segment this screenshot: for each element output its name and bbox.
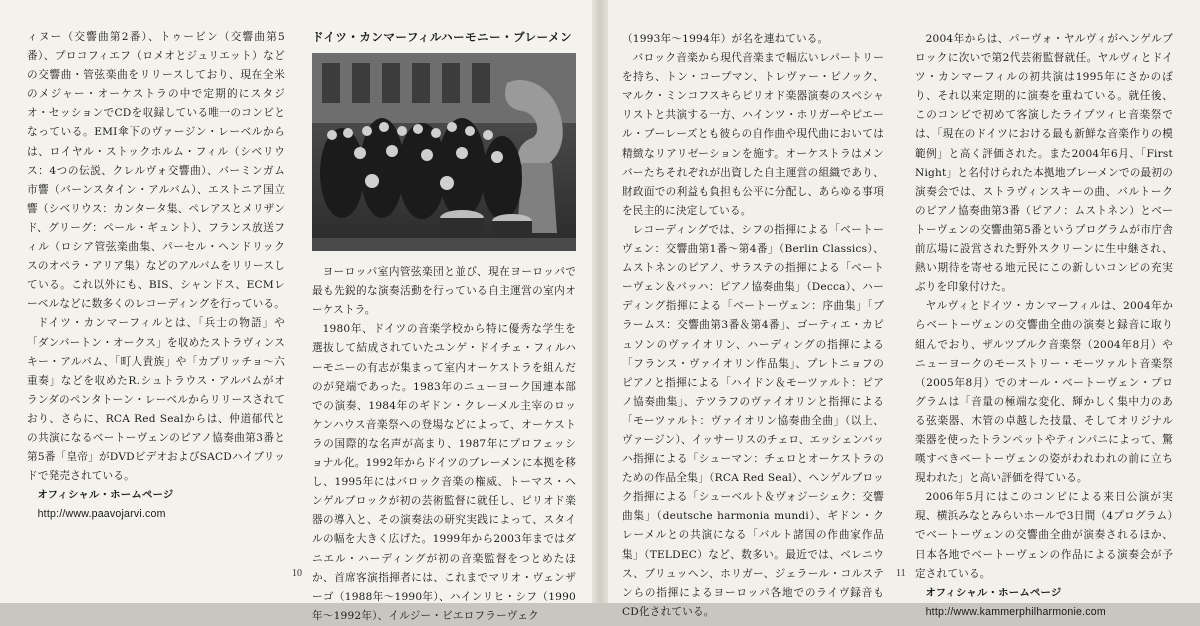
page-number: 11 (896, 568, 906, 579)
paragraph: 1980年、ドイツの音楽学校から特に優秀な学生を選抜して結成されていたユンゲ・ドイチェ・フィルハーモニーの有志が集まって室内オーケストラを組んだのが発端であった。1983年のニューヨーク国連本部での演奏、1984年のギドン・クレーメル主宰のロッケンハウス音楽祭への登場などによって、オーケストラの国際的な名声が高まり、1987年にプロフェッショナル化。1992年からドイツのブレーメンに本拠を移し、1995年にはバロック音楽の権威、トーマス・ヘンゲルブロックが初の芸術監督に就任し、ピリオド楽器の導入と、その演奏法の研究実践によって、スタイルの幅を大きく広げた。1999年から2003年まではダニエル・ハーディングが初の音楽監督をつとめたほか、首席客演指揮者には、これまでマリオ・ヴェンザーゴ（1988年～1990年）、ハインリヒ・シフ（1990年～1992年）、イルジー・ビエロフラーヴェク (312, 323, 576, 622)
paragraph: （1993年～1994年）が名を連ねている。 (622, 33, 829, 45)
page-number: 10 (292, 568, 302, 579)
paragraph: ヨーロッパ室内管弦楽団と並び、現在ヨーロッパで最も先鋭的な演奏活動を行っている自主運営の室内オーケストラ。 (312, 266, 576, 317)
paragraph: 2004年からは、パーヴォ・ヤルヴィがヘンゲルブロックに次いで第2代芸術監督就任。ヤルヴィとドイツ・カンマーフィルの初共演は1995年にさかのぼり、それ以来定期的に演奏を重ねている。就任後、このコンビで初めて客演したライプツィヒ音楽祭では、「現在のドイツにおける最も新鮮な音楽作りの模範例」と高く評価された。また2004年6月、「First Night」と名付けられた本拠地ブレーメンでの最初の演奏会では、ストラヴィンスキーの曲、バルトークのピアノ協奏曲第3番（ピアノ：ムストネン）とベートーヴェンの交響曲第5番というプログラムが市庁舎前広場に設営された野外スクリーンに生中継され、熱い期待を寄せる地元民にこの新しいコンビの充実ぶりを印象付けた。 (915, 33, 1173, 294)
paragraph: 2006年5月にはこのコンビによる来日公演が実現、横浜みなとみらいホールで3日間（4プログラム）でベートーヴェンの交響曲全曲が演奏されるほか、日本各地でベートーヴェンの作品による演奏会が予定されている。 (915, 491, 1173, 580)
left-page (0, 0, 600, 622)
orchestra-photo (312, 53, 576, 251)
paragraph: ィヌー（交響曲第2番）、トゥービン（交響曲第5番）、プロコフィエフ（ロメオとジュリエット）などの交響曲・管弦楽曲をリリースしており、現在全米のメジャー・オーケストラの中で定期的にスタジオ・セッションでCDを収録している唯一のコンビとなっている。EMI傘下のヴァージン・レーベルからは、ロイヤル・ストックホルム・フィル（シベリウス：4つの伝説、クレルヴォ交響曲）、バーミンガム市響（バーンスタイン・アルバム）、エストニア国立響（シベリウス：カンタータ集、ペレアスとメリザンド、グリーグ：ペール・ギュント）、フランス放送フィル（ロシア管弦楽曲集、パーセル・ヘンドリックスのオペラ・アリア集）などのアルバムをリリースしている。これ以外にも、BIS、シャンドス、ECMレーベルなどに数多くのレコーディングを行っている。 (27, 31, 285, 311)
paragraph: レコーディングでは、シフの指揮による「ベートーヴェン：交響曲第1番～第4番」（Berlin Classics）、ムストネンのピアノ、サラステの指揮による「ベートーヴェン＆バッハ：ピアノ協奏曲集」（Decca）、ハーディング指揮による「ベートーヴェン：序曲集」「ブラームス：交響曲第3番＆第4番」、ゴーティエ・カピュソンのヴァイオリン、ハーディングの指揮による「フランス・ヴァイオリン作品集」、プレトニョフのピアノと指揮による「ハイドン＆モーツァルト：ピアノ協奏曲集」、テツラフのヴァイオリンと指揮による「モーツァルト：ヴァイオリン協奏曲全曲」（以上、ヴァージン）、イッサーリスのチェロ、エッシェンバッハ指揮による「シューマン：チェロとオーケストラのための作品全集」（RCA Red Seal）、ヘンゲルブロック指揮による「シューベルト＆ヴォジーシェク：交響曲集」（deutsche harmonia mundi）、ギドン・クレーメルとの共演になる「バルト諸国の作曲家作品集」（TELDEC）など、数多い。最近では、ベレニウス、ブリュッヘン、ホリガー、ジェラール・コルステンらの指揮によるヨーロッパ各地でのライヴ録音もCD化されている。 (622, 223, 884, 618)
section-heading: ドイツ・カンマーフィルハーモニー・ブレーメン (312, 30, 573, 44)
paragraph: バロック音楽から現代音楽まで幅広いレパートリーを持ち、トン・コープマン、トレヴァー・ピノック、マルク・ミンコフスキらピリオド楽器演奏のスペシャリストと共演する一方、ハインツ・ホリガーやピエール・ブーレーズとも彼らの自作曲や現代曲においては精緻なリアリゼーションを施す。オーケストラはメンバーたちそれぞれが出資した自主運営の組織であり、財政面での利益も負担も公平に分配し、あらゆる事項を民主的に決定している。 (622, 52, 884, 217)
paragraph: ヤルヴィとドイツ・カンマーフィルは、2004年からベートーヴェンの交響曲全曲の演奏と録音に取り組んでおり、ザルツブルク音楽祭（2004年8月）やニューヨークのモーストリー・モーツァルト音楽祭（2005年8月）でのオール・ベートーヴェン・プログラムは「音量の極端な変化、輝かしく集中力のある弦楽器、木管の卓越した技量、そしてオリジナル楽器を使ったトランペットやティンパニによって、驚嘆すべきベートーヴェンの姿がわれわれの前に立ち現われた」と高い評価を得ている。 (915, 300, 1173, 485)
left-column-2 (312, 28, 576, 626)
paragraph: ドイツ・カンマーフィルとは、「兵士の物語」や「ダンバートン・オークス」を収めたストラヴィンスキー・アルバム、「町人貴族」や「カプリッチョ～六重奏」などを収めたR.シュトラウス・アルバムがオランダのペンタトーン・レーベルからリリースされており、さらに、RCA Red Sealからは、仲道郁代との共演になるベートーヴェンのピアノ協奏曲第3番と第5番「皇帝」がDVDビデオおよびSACDハイブリッドで発売されている。 (27, 317, 285, 483)
homepage-label: オフィシャル・ホームページ (925, 586, 1062, 599)
homepage-url[interactable]: http://www.paavojarvi.com (37, 508, 166, 521)
right-column-1 (622, 30, 884, 622)
book-gutter (592, 0, 608, 603)
right-column-2 (915, 30, 1173, 622)
homepage-label: オフィシャル・ホームページ (37, 489, 174, 502)
left-column-1 (27, 28, 285, 524)
homepage-url[interactable]: http://www.kammerphilharmonie.com (925, 605, 1106, 618)
